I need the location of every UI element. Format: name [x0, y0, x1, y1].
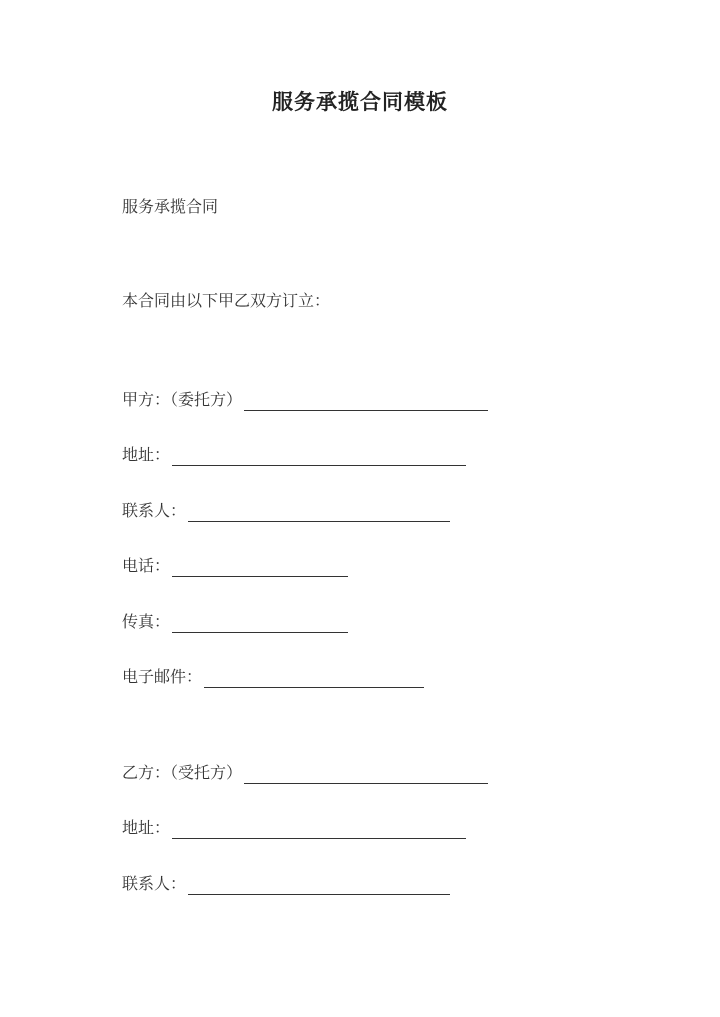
party-b-address-field: [122, 817, 466, 839]
party-b-field: [122, 762, 488, 784]
party-a-fax-blank[interactable]: [172, 614, 348, 633]
party-b-label: 乙方：（受托方）: [122, 763, 243, 782]
party-a-phone-blank[interactable]: [172, 558, 348, 577]
contract-subtitle: 服务承揽合同: [122, 197, 219, 216]
party-b-contact-blank[interactable]: [188, 876, 450, 895]
party-a-fax-label: 传真：: [122, 612, 171, 631]
party-a-address-label: 地址：: [122, 445, 171, 464]
party-a-label: 甲方：（委托方）: [122, 390, 243, 409]
party-a-phone-field: [122, 555, 348, 577]
party-b-address-label: 地址：: [122, 818, 171, 837]
party-a-contact-field: [122, 500, 450, 522]
party-b-blank[interactable]: [244, 765, 488, 784]
party-a-address-field: [122, 444, 466, 466]
party-a-address-blank[interactable]: [172, 447, 466, 466]
party-a-field: [122, 389, 488, 411]
party-b-contact-field: [122, 873, 450, 895]
party-b-contact-label: 联系人：: [122, 874, 187, 893]
party-a-email-blank[interactable]: [204, 669, 424, 688]
party-a-contact-blank[interactable]: [188, 503, 450, 522]
party-b-address-blank[interactable]: [172, 820, 466, 839]
contract-intro: 本合同由以下甲乙双方订立：: [122, 291, 331, 310]
page-title: 服务承揽合同模板: [272, 89, 448, 114]
party-a-email-label: 电子邮件：: [122, 667, 203, 686]
party-a-fax-field: [122, 611, 348, 633]
party-a-email-field: [122, 666, 424, 688]
party-a-blank[interactable]: [244, 392, 488, 411]
party-a-phone-label: 电话：: [122, 556, 171, 575]
party-a-contact-label: 联系人：: [122, 501, 187, 520]
